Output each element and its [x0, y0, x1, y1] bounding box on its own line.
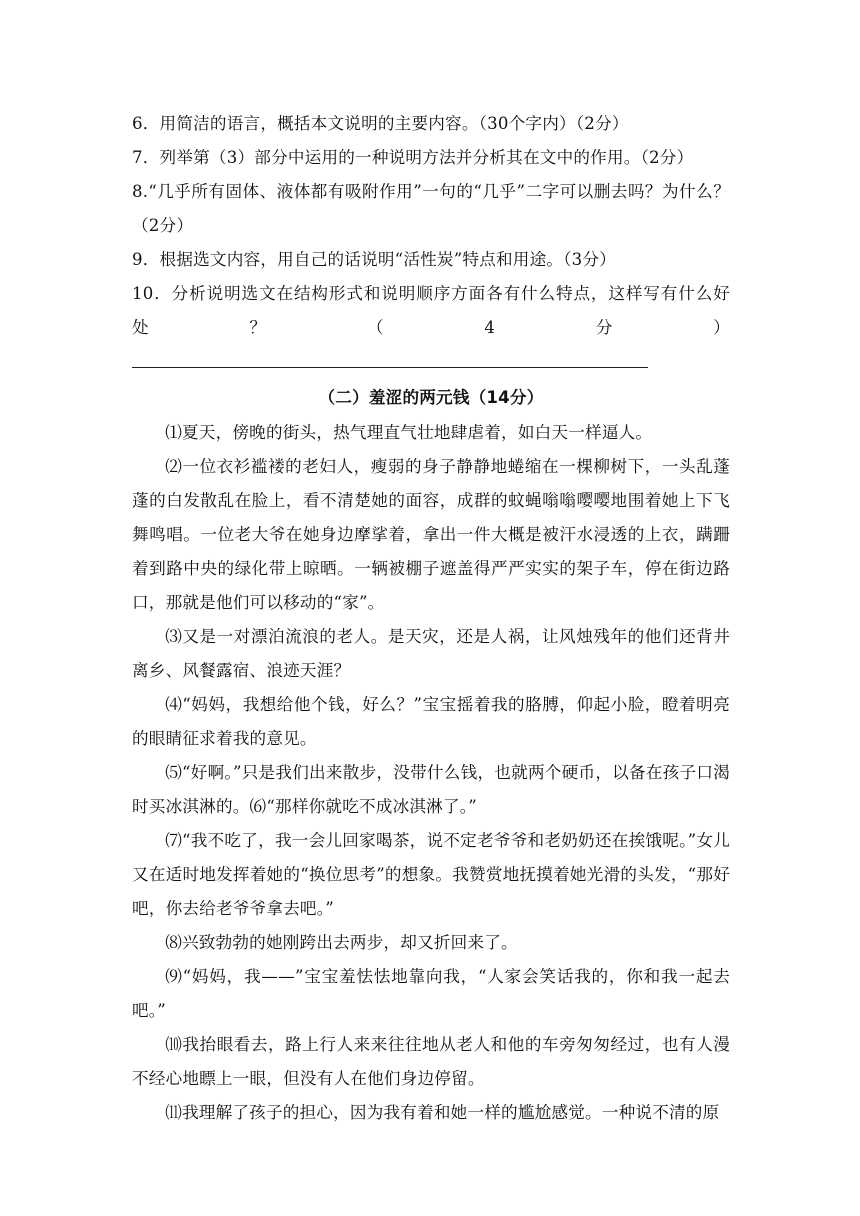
question-7: 7．列举第（3）部分中运用的一种说明方法并分析其在文中的作用。（2分）	[132, 148, 694, 167]
paragraph-2: ⑵一位衣衫褴褛的老妇人，瘦弱的身子静静地蜷缩在一棵柳树下，一头乱蓬蓬的白发散乱在脸上，看不清楚她的面容，成群的蚊蝇嗡嗡嘤嘤地围着她上下飞舞鸣唱。一位老大爷在她身边摩挲着，拿出一件大概是被汗水浸透的上衣，蹒跚着到路中央的绿化带上晾晒。一辆被棚子遮盖得严严实实的架子车，停在街边路口，那就是他们可以移动的“家”。	[132, 457, 730, 612]
page-content	[132, 107, 730, 1130]
paragraph-3: ⑶又是一对漂泊流浪的老人。是天灾，还是人祸，让风烛残年的他们还背井离乡、风餐露宿、浪迹天涯？	[132, 627, 730, 680]
question-10	[132, 277, 730, 380]
question-10-text: 10．分析说明选文在结构形式和说明顺序方面各有什么特点，这样写有什么好处？（4分）	[132, 284, 730, 337]
paragraph-9: ⑼“妈妈，我——”宝宝羞怯怯地靠向我，“人家会笑话我的，你和我一起去吧。”	[132, 967, 730, 1020]
section-title: （二）羞涩的两元钱（14分）	[318, 388, 544, 407]
paragraph-5: ⑸“好啊。”只是我们出来散步，没带什么钱，也就两个硬币，以备在孩子口渴时买冰淇淋的。⑹“那样你就吃不成冰淇淋了。”	[132, 763, 730, 816]
paragraph-8: ⑻兴致勃勃的她刚跨出去两步，却又折回来了。	[165, 933, 518, 952]
paragraph-1: ⑴夏天，傍晚的街头，热气理直气壮地肆虐着，如白天一样逼人。	[165, 423, 653, 442]
question-8: 8.“几乎所有固体、液体都有吸附作用”一句的“几乎”二字可以删去吗？为什么？（2分）	[132, 182, 730, 235]
paragraph-7: ⑺“我不吃了，我一会儿回家喝茶，说不定老爷爷和老奶奶还在挨饿呢。”女儿又在适时地发挥着她的“换位思考”的想象。我赞赏地抚摸着她光滑的头发，“那好吧，你去给老爷爷拿去吧。”	[132, 831, 730, 918]
paragraph-4: ⑷“妈妈，我想给他个钱，好么？”宝宝摇着我的胳膊，仰起小脸，瞪着明亮的眼睛征求着我的意见。	[132, 695, 730, 748]
paragraph-11: ⑾我理解了孩子的担心，因为我有着和她一样的尴尬感觉。一种说不清的原	[165, 1103, 720, 1122]
answer-blank-line	[132, 345, 648, 368]
paragraph-10: ⑽我抬眼看去，路上行人来来往往地从老人和他的车旁匆匆经过，也有人漫不经心地瞟上一眼，但没有人在他们身边停留。	[132, 1035, 730, 1088]
question-9: 9．根据选文内容，用自己的话说明“活性炭”特点和用途。（3分）	[132, 250, 617, 269]
question-6: 6．用简洁的语言，概括本文说明的主要内容。（30个字内）（2分）	[132, 114, 629, 133]
